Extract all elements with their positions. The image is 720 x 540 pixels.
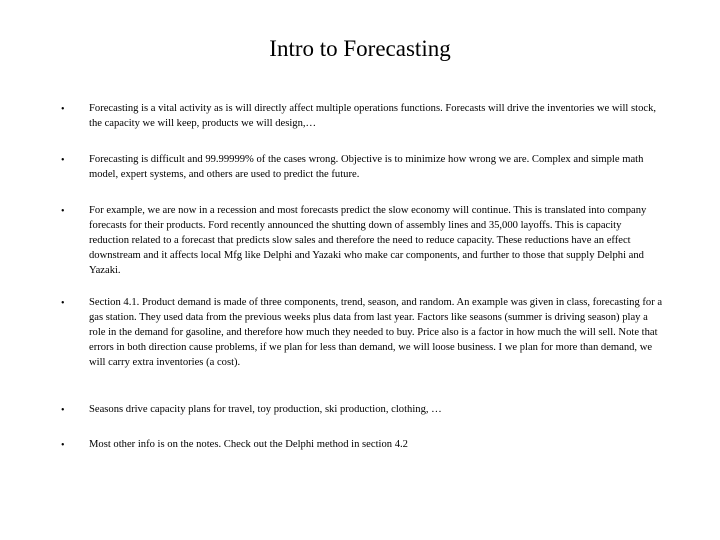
bullet-text-forecasting-vital: Forecasting is a vital activity as is will directly affect multiple operations functions. Forecasts will drive the inventories we will stock, the capacity we will keep, products we will design,… [89,103,657,129]
bullet-text-section-4-1: Section 4.1. Product demand is made of three components, trend, season, and random. An example was given in class, forecasting for a gas station. They used data from the previous weeks plus data from last year. Factors like seasons (summer is driving season) play a role in the demand for gasoline, and therefore how much they needed to buy. Price also is a factor in how much the will sell. Note that errors in both direction cause problems, if we plan for less than demand, we will loose business. I we plan for more than demand, we will carry extra inventories (a cost). [89,297,663,368]
bullet-text-seasons: Seasons drive capacity plans for travel, toy production, ski production, clothing, … [89,404,442,415]
bullet-marker: • [61,405,65,416]
bullet-marker: • [61,440,65,451]
bullet-text-forecasting-difficult: Forecasting is difficult and 99.99999% of the cases wrong. Objective is to minimize how wrong we are. Complex and simple math model, expert systems, and others are used to predict the future. [89,154,644,180]
bullet-marker: • [61,206,65,217]
bullet-marker: • [61,104,65,115]
slide-title: Intro to Forecasting [269,36,451,61]
bullet-text-other-info: Most other info is on the notes. Check out the Delphi method in section 4.2 [89,439,408,450]
bullet-marker: • [61,298,65,309]
bullet-text-recession-example: For example, we are now in a recession and most forecasts predict the slow economy will continue. This is translated into company forecasts for their products. Ford recently announced the shutting down of assembly lines and 35,000 layoffs. This is capacity reduction related to a forecast that predicts slow sales and therefore the need to reduce capacity. These reductions have an effect downstream and it affects local Mfg like Delphi and Yazaki who make car components, and further to those that supply Delphi and Yazaki. [89,205,647,276]
bullet-marker: • [61,155,65,166]
